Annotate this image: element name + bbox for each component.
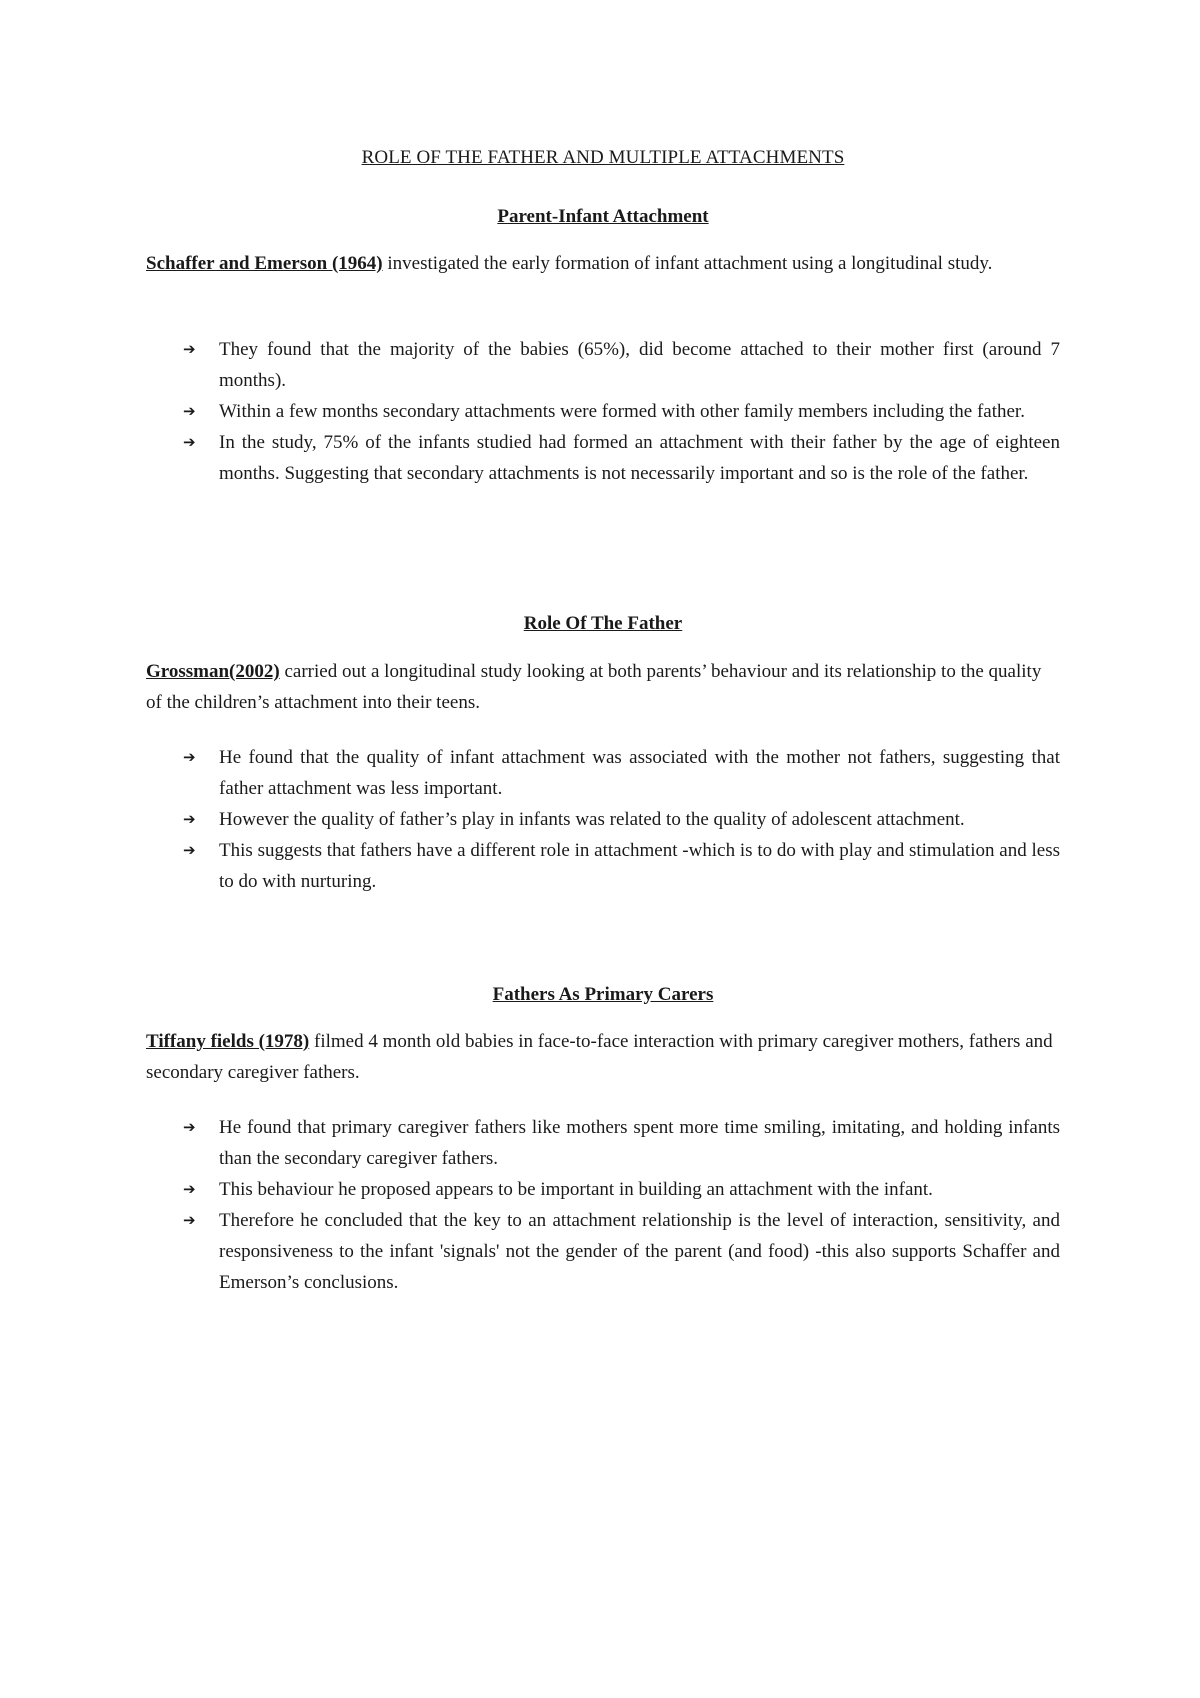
list-item: ➔ However the quality of father’s play in infants was related to the quality of adolescent attachment.	[146, 804, 1060, 835]
right-arrow-icon: ➔	[183, 748, 196, 766]
intro-text: carried out a longitudinal study looking at both parents’ behaviour and its relationship to the quality of the children’s attachment into their teens.	[146, 661, 1042, 713]
section-intro-parent-infant	[146, 248, 1060, 279]
list-item: ➔ He found that primary caregiver fathers like mothers spent more time smiling, imitating, and holding infants than the secondary caregiver fathers.	[146, 1112, 1060, 1174]
list-item: ➔ He found that the quality of infant attachment was associated with the mother not fathers, suggesting that father attachment was less important.	[146, 742, 1060, 804]
right-arrow-icon: ➔	[183, 1211, 196, 1229]
section-intro-primary-carers	[146, 1026, 1060, 1088]
list-item: ➔ They found that the majority of the babies (65%), did become attached to their mother first (around 7 months).	[146, 334, 1060, 396]
reference-citation: Tiffany fields (1978)	[146, 1031, 310, 1052]
section-heading-parent-infant: Parent-Infant Attachment	[497, 206, 709, 227]
right-arrow-icon: ➔	[183, 1118, 196, 1136]
section-heading-role-of-father: Role Of The Father	[523, 613, 683, 634]
reference-citation: Grossman(2002)	[146, 661, 280, 682]
right-arrow-icon: ➔	[183, 402, 196, 420]
right-arrow-icon: ➔	[183, 340, 196, 358]
list-item: ➔ This suggests that fathers have a different role in attachment -which is to do with play and stimulation and less to do with nurturing.	[146, 835, 1060, 897]
right-arrow-icon: ➔	[183, 841, 196, 859]
bullet-list-primary-carers	[146, 1112, 1060, 1298]
right-arrow-icon: ➔	[183, 1180, 196, 1198]
document-title: ROLE OF THE FATHER AND MULTIPLE ATTACHMENTS	[361, 147, 845, 168]
intro-text: investigated the early formation of infant attachment using a longitudinal study.	[382, 253, 993, 274]
list-item: ➔ In the study, 75% of the infants studied had formed an attachment with their father by the age of eighteen months. Suggesting that secondary attachments is not necessarily important and so is the role of the father.	[146, 427, 1060, 489]
list-item: ➔ Within a few months secondary attachments were formed with other family members including the father.	[146, 396, 1060, 427]
bullet-list-parent-infant	[146, 334, 1060, 489]
right-arrow-icon: ➔	[183, 433, 196, 451]
section-intro-role-of-father	[146, 656, 1060, 718]
list-item: ➔ Therefore he concluded that the key to an attachment relationship is the level of interaction, sensitivity, and responsiveness to the infant 'signals' not the gender of the parent (and food) -this also supports Schaffer and Emerson’s conclusions.	[146, 1205, 1060, 1298]
reference-citation: Schaffer and Emerson (1964)	[146, 253, 383, 274]
list-item: ➔ This behaviour he proposed appears to be important in building an attachment with the infant.	[146, 1174, 1060, 1205]
intro-text: filmed 4 month old babies in face-to-face interaction with primary caregiver mothers, fathers and secondary caregiver fathers.	[146, 1031, 1053, 1083]
section-heading-primary-carers: Fathers As Primary Carers	[492, 984, 714, 1005]
bullet-list-role-of-father	[146, 742, 1060, 897]
right-arrow-icon: ➔	[183, 810, 196, 828]
